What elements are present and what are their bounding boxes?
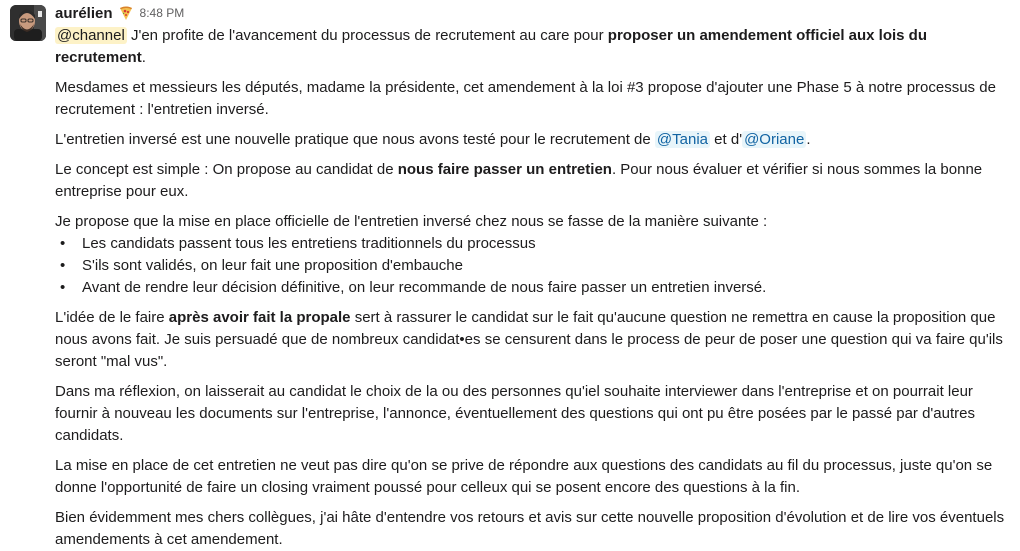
paragraph-1-text: J'en profite de l'avancement du processus de recrutement au care pour [126,27,608,44]
paragraph-4 [55,159,1010,203]
paragraph-6-bold: après avoir fait la propale [168,309,351,326]
paragraph-3 [55,129,1010,151]
avatar[interactable] [10,5,46,41]
timestamp[interactable]: 8:48 PM [139,6,185,20]
bullet-icon: • [60,257,66,274]
paragraph-6-text: L'idée de le faire [55,309,169,326]
message-content [55,0,1010,551]
paragraph-8: La mise en place de cet entretien ne veut pas dire qu'on se prive de répondre aux questions des candidats au fil du processus, juste qu'on se donne l'opportunité de faire un closing vraiment poussé pour celleux qui se posent encore des questions à la fin. [55,457,993,496]
channel-mention[interactable]: @channel [57,27,125,44]
paragraph-5: Je propose que la mise en place officielle de l'entretien inversé chez nous se fasse de la manière suivante : [55,213,768,230]
pizza-icon[interactable] [118,5,134,21]
avatar-image [10,5,46,41]
paragraph-9: Bien évidemment mes chers collègues, j'ai hâte d'entendre vos retours et avis sur cette nouvelle proposition d'évolution et de lire vos éventuels amendements à cet amendement. [55,509,1005,548]
paragraph-6-end: sert à rassurer le candidat sur le fait qu'aucune question ne remettra en cause la proposition que nous avons fait. Je suis persuadé que de nombreux candidat•es se censurent dans le process de peur de poser une question qui va faire qu'ils seront "mal vus". [55,309,1003,370]
paragraph-1 [55,25,1010,69]
paragraph-3-end: . [806,131,811,148]
message-header [55,1,1010,25]
paragraph-4-bold: nous faire passer un entretien [397,161,612,178]
paragraph-4-text: Le concept est simple : On propose au candidat de [55,161,398,178]
list-item [55,255,1010,277]
paragraph-3-middle: et d' [710,131,743,148]
paragraph-3-text: L'entretien inversé est une nouvelle pratique que nous avons testé pour le recrutement de [55,131,655,148]
list-item-text: S'ils sont validés, on leur fait une proposition d'embauche [82,257,463,274]
paragraph-7: Dans ma réflexion, on laisserait au candidat le choix de la ou des personnes qu'iel souhaite interviewer dans l'entreprise et on pourrait leur fournir à nouveau les documents sur l'entreprise, l'annonce, éventuellement des questions qui ont pu être posées par le passé par d'autres candidats. [55,383,975,444]
bullet-list [55,233,1010,299]
list-item-text: Avant de rendre leur décision définitive, on leur recommande de nous faire passer un entretien inversé. [82,279,767,296]
paragraph-1-bold: proposer un amendement officiel aux lois du recrutement [55,27,927,66]
bullet-icon: • [60,279,66,296]
bullet-icon: • [60,235,66,252]
list-item [55,233,1010,255]
user-mention-tania[interactable]: @Tania [656,131,709,148]
paragraph-4-end: . Pour nous évaluer et vérifier si nous sommes la bonne entreprise pour eux. [55,161,983,200]
paragraph-6 [55,307,1010,373]
paragraph-1-end: . [141,49,146,66]
list-item-text: Les candidats passent tous les entretiens traditionnels du processus [82,235,536,252]
username[interactable]: aurélien [55,4,113,22]
list-item [55,277,1010,299]
user-mention-oriane[interactable]: @Oriane [744,131,805,148]
paragraph-2: Mesdames et messieurs les députés, madame la présidente, cet amendement à la loi #3 propose d'ajouter une Phase 5 à notre processus de recrutement : l'entretien inversé. [55,79,996,118]
